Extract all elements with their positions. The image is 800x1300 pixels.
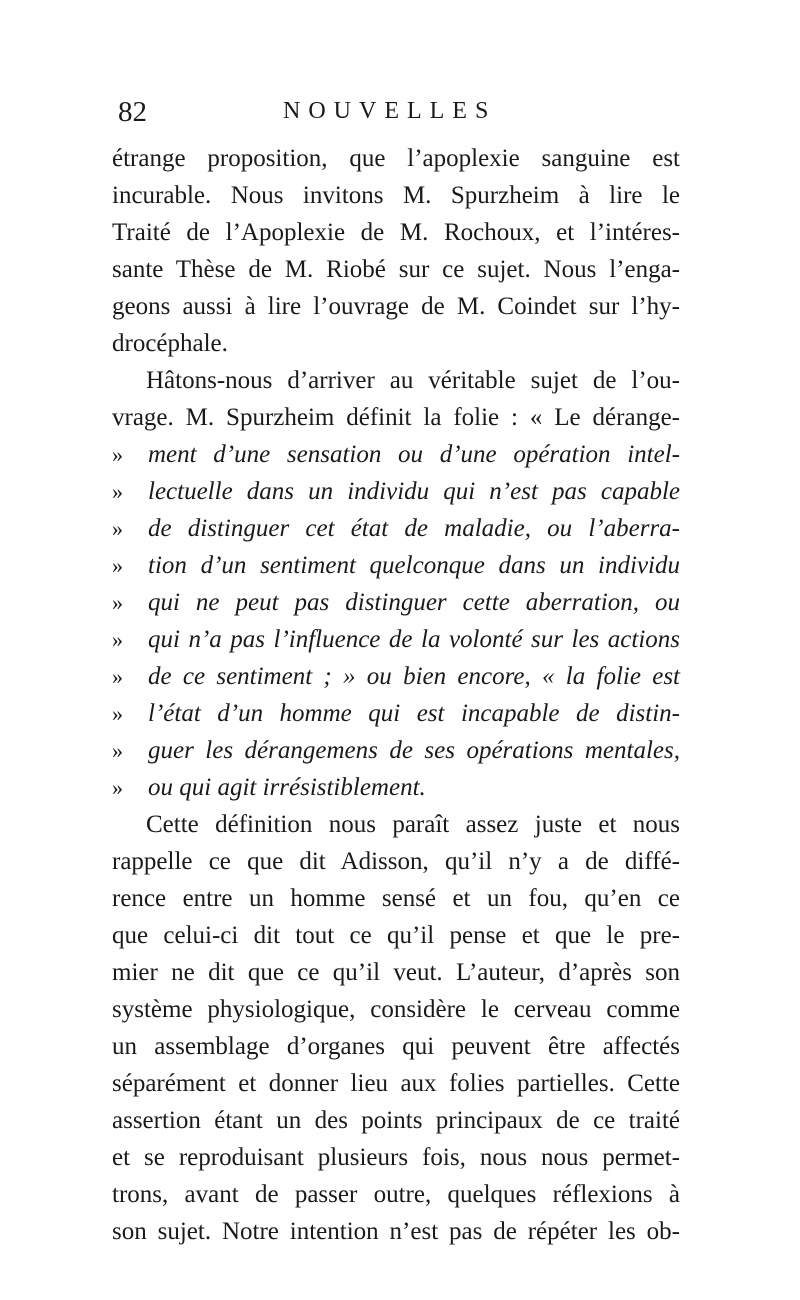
line-text: étrange proposition, que l’apoplexie sanguine est — [112, 145, 680, 172]
line-text: Hâtons-nous d’arriver au véritable sujet de l’ou- — [146, 367, 680, 394]
text-line — [112, 806, 680, 843]
line-text: de distinguer cet état de maladie, ou l’aberra- — [148, 515, 680, 542]
line-text: et se reproduisant plusieurs fois, nous nous permet- — [112, 1144, 680, 1171]
quote-mark: » — [112, 442, 123, 467]
text-line — [112, 1139, 680, 1176]
line-text: guer les dérangemens de ses opérations mentales, — [148, 737, 680, 764]
line-text: ment d’une sensation ou d’une opération intel- — [148, 441, 680, 468]
text-line — [112, 251, 680, 288]
line-text: un assemblage d’organes qui peuvent être affectés — [112, 1033, 680, 1060]
quote-mark: » — [112, 479, 123, 504]
text-line — [112, 991, 680, 1028]
text-line — [112, 510, 680, 547]
line-text: drocéphale. — [112, 330, 228, 357]
text-line — [112, 399, 680, 436]
line-text: séparément et donner lieu aux folies partielles. Cette — [112, 1070, 680, 1097]
line-text: tion d’un sentiment quelconque dans un individu — [148, 552, 680, 579]
line-text: trons, avant de passer outre, quelques réflexions à — [112, 1181, 680, 1208]
text-line — [112, 732, 680, 769]
text-line — [112, 1176, 680, 1213]
line-text: incurable. Nous invitons M. Spurzheim à lire le — [112, 182, 680, 209]
line-text: qui ne peut pas distinguer cette aberration, ou — [148, 589, 680, 616]
line-text: de ce sentiment ; » ou bien encore, « la folie est — [148, 663, 680, 690]
quote-mark: » — [112, 738, 123, 763]
text-line — [112, 1028, 680, 1065]
text-line — [112, 1213, 680, 1250]
line-text: système physiologique, considère le cerveau comme — [112, 996, 680, 1023]
text-line — [112, 214, 680, 251]
line-text: ou qui agit irrésistiblement. — [148, 774, 426, 801]
text-line — [112, 658, 680, 695]
text-line — [112, 917, 680, 954]
text-line — [112, 436, 680, 473]
line-text: que celui-ci dit tout ce qu’il pense et que le pre- — [112, 922, 680, 949]
line-text: qui n’a pas l’influence de la volonté sur les actions — [148, 626, 680, 653]
line-text: rence entre un homme sensé et un fou, qu’en ce — [112, 885, 680, 912]
line-text: rappelle ce que dit Adisson, qu’il n’y a de diffé- — [112, 848, 680, 875]
text-line — [112, 140, 680, 177]
line-text: geons aussi à lire l’ouvrage de M. Coindet sur l’hy- — [112, 293, 680, 320]
text-line — [112, 880, 680, 917]
page-number: 82 — [118, 96, 147, 128]
text-line — [112, 288, 680, 325]
text-line — [112, 1065, 680, 1102]
line-text: lectuelle dans un individu qui n’est pas capable — [148, 478, 680, 505]
body-text — [112, 140, 680, 1250]
text-line — [112, 954, 680, 991]
running-head: NOUVELLES — [283, 98, 497, 124]
text-line — [112, 769, 680, 806]
text-line — [112, 621, 680, 658]
text-line — [112, 695, 680, 732]
quote-mark: » — [112, 664, 123, 689]
quote-mark: » — [112, 775, 123, 800]
text-line — [112, 325, 680, 362]
quote-mark: » — [112, 516, 123, 541]
text-line — [112, 473, 680, 510]
line-text: Traité de l’Apoplexie de M. Rochoux, et l’intéres- — [112, 219, 680, 246]
line-text: Cette définition nous paraît assez juste et nous — [146, 811, 680, 838]
quote-mark: » — [112, 627, 123, 652]
line-text: son sujet. Notre intention n’est pas de répéter les ob- — [112, 1218, 680, 1245]
text-line — [112, 584, 680, 621]
text-line — [112, 843, 680, 880]
text-line — [112, 547, 680, 584]
line-text: mier ne dit que ce qu’il veut. L’auteur, d’après son — [112, 959, 680, 986]
line-text: vrage. M. Spurzheim définit la folie : « Le dérange- — [112, 404, 680, 431]
line-text: sante Thèse de M. Riobé sur ce sujet. Nous l’enga- — [112, 256, 680, 283]
text-line — [112, 1102, 680, 1139]
text-line — [112, 362, 680, 399]
quote-mark: » — [112, 553, 123, 578]
line-text: l’état d’un homme qui est incapable de distin- — [148, 700, 680, 727]
page-header — [118, 96, 678, 136]
quote-mark: » — [112, 701, 123, 726]
line-text: assertion étant un des points principaux de ce traité — [112, 1107, 680, 1134]
text-line — [112, 177, 680, 214]
quote-mark: » — [112, 590, 123, 615]
